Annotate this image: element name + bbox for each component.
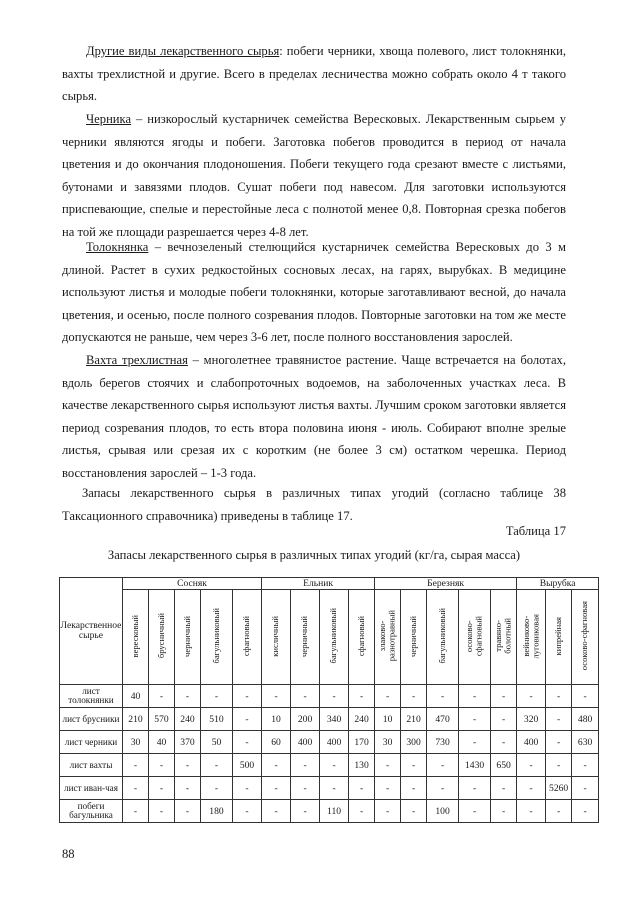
table-cell: -: [149, 685, 175, 708]
table-cell: -: [149, 754, 175, 777]
table-cell: 30: [375, 731, 401, 754]
column-header: злаково- разнотравный: [375, 590, 401, 685]
table-cell: -: [349, 800, 375, 823]
table-cell: -: [149, 800, 175, 823]
table-cell: -: [546, 754, 572, 777]
table-cell: -: [375, 777, 401, 800]
row-name: лист иван-чая: [60, 777, 123, 800]
table-cell: -: [201, 754, 233, 777]
paragraph-bearberry: [62, 236, 566, 349]
row-name: лист вахты: [60, 754, 123, 777]
table-cell: -: [175, 777, 201, 800]
table-cell: 240: [349, 708, 375, 731]
group-header: Вырубка: [517, 578, 599, 590]
table-cell: -: [233, 731, 262, 754]
row-name: побеги багульника: [60, 800, 123, 823]
table-cell: -: [491, 731, 517, 754]
table-cell: -: [375, 800, 401, 823]
table-cell: -: [427, 754, 459, 777]
table-cell: -: [175, 754, 201, 777]
table-cell: -: [149, 777, 175, 800]
table-cell: -: [201, 685, 233, 708]
column-header: черничный: [291, 590, 320, 685]
table-cell: -: [572, 685, 599, 708]
table-cell: 400: [517, 731, 546, 754]
table-cell: 300: [401, 731, 427, 754]
table-cell: -: [546, 800, 572, 823]
table-cell: -: [291, 685, 320, 708]
column-header: багульниковый: [427, 590, 459, 685]
table-cell: 340: [320, 708, 349, 731]
column-header: багульниковый: [320, 590, 349, 685]
paragraph-other-raw: [62, 40, 566, 108]
table-cell: -: [262, 800, 291, 823]
table-cell: -: [320, 754, 349, 777]
table-cell: 40: [149, 731, 175, 754]
table-cell: -: [459, 731, 491, 754]
table-cell: 40: [123, 685, 149, 708]
paragraph-other-raw-text: : побеги черники, хвоща полевого, лист толокнянки, вахты трехлистной и другие. Всего в пределах лесничества можно собрать около 4 т такого сырья.: [62, 44, 566, 104]
table-cell: 650: [491, 754, 517, 777]
table-cell: 130: [349, 754, 375, 777]
table-cell: -: [233, 708, 262, 731]
table-cell: -: [233, 800, 262, 823]
table-cell: -: [233, 777, 262, 800]
table-cell: 10: [375, 708, 401, 731]
column-header: сфагновый: [349, 590, 375, 685]
column-header: травяно- болотный: [491, 590, 517, 685]
table-cell: -: [517, 777, 546, 800]
table-cell: -: [491, 708, 517, 731]
table-cell: -: [123, 754, 149, 777]
table-cell: 500: [233, 754, 262, 777]
table-cell: -: [401, 777, 427, 800]
table-cell: 5260: [546, 777, 572, 800]
table-cell: -: [291, 777, 320, 800]
table-cell: -: [401, 754, 427, 777]
row-name: лист черники: [60, 731, 123, 754]
table-cell: 10: [262, 708, 291, 731]
table-cell: 170: [349, 731, 375, 754]
table-cell: 630: [572, 731, 599, 754]
paragraph-bilberry: [62, 108, 566, 244]
table-cell: -: [401, 685, 427, 708]
table-cell: -: [233, 685, 262, 708]
table-cell: -: [175, 800, 201, 823]
row-header-cell: [60, 578, 123, 685]
table-cell: -: [459, 800, 491, 823]
group-header: Березняк: [375, 578, 517, 590]
table-cell: -: [546, 731, 572, 754]
column-header: кисличный: [262, 590, 291, 685]
column-header: сфагновый: [233, 590, 262, 685]
table-cell: 570: [149, 708, 175, 731]
table-cell: -: [262, 777, 291, 800]
table-row: [60, 777, 599, 800]
row-name: лист толокнянки: [60, 685, 123, 708]
table-cell: -: [572, 800, 599, 823]
table-row: [60, 685, 599, 708]
table-cell: -: [459, 685, 491, 708]
table-cell: -: [349, 777, 375, 800]
table-cell: 730: [427, 731, 459, 754]
table-cell: -: [175, 685, 201, 708]
column-header: черничный: [401, 590, 427, 685]
page-number: 88: [62, 847, 75, 861]
table-cell: 400: [320, 731, 349, 754]
table-cell: -: [546, 685, 572, 708]
table-cell: 510: [201, 708, 233, 731]
table-cell: -: [427, 685, 459, 708]
table-cell: -: [123, 777, 149, 800]
table-cell: 110: [320, 800, 349, 823]
table-cell: 200: [291, 708, 320, 731]
table-cell: 100: [427, 800, 459, 823]
table-cell: -: [459, 708, 491, 731]
table-cell: 370: [175, 731, 201, 754]
table-row: [60, 754, 599, 777]
table-caption: Запасы лекарственного сырья в различных типах угодий (кг/га, сырая масса): [107, 548, 521, 562]
table-row: [60, 800, 599, 823]
table-number: Таблица 17: [505, 524, 566, 538]
paragraph-table-intro-text: Запасы лекарственного сырья в различных типах угодий (согласно таблице 38 Таксационного справочника) приведены в таблице 17.: [62, 486, 566, 523]
table-cell: 60: [262, 731, 291, 754]
table-cell: 210: [123, 708, 149, 731]
table-cell: -: [517, 800, 546, 823]
group-header: Сосняк: [123, 578, 262, 590]
table-cell: -: [201, 777, 233, 800]
paragraph-bearberry-text: – вечнозеленый стелющийся кустарничек семейства Вересковых до 3 м длиной. Растет в сухих редкостойных сосновых лесах, на гарях, вырубках. В медицине используют листья и молодые побеги толокнянки, которые заготавливают весной, до начала цветения, и осенью, после полного созревания плодов. Повторные заготовки на том же месте допускаются не раньше, чем через 3-6 лет, после полного восстановления зарослей.: [62, 240, 566, 345]
table-cell: 180: [201, 800, 233, 823]
table-cell: 470: [427, 708, 459, 731]
table-cell: -: [517, 754, 546, 777]
column-header: багульниковый: [201, 590, 233, 685]
table-cell: -: [517, 685, 546, 708]
table-cell: -: [262, 754, 291, 777]
table-cell: -: [320, 685, 349, 708]
table-cell: -: [572, 777, 599, 800]
table-cell: -: [459, 777, 491, 800]
table-cell: -: [491, 777, 517, 800]
table-cell: -: [546, 708, 572, 731]
table-cell: -: [291, 800, 320, 823]
table-cell: -: [262, 685, 291, 708]
table-cell: 30: [123, 731, 149, 754]
column-header: черничный: [175, 590, 201, 685]
table-cell: -: [375, 685, 401, 708]
table-cell: -: [401, 800, 427, 823]
paragraph-bogbean: [62, 349, 566, 485]
term-bogbean: Вахта трехлистная: [86, 353, 188, 367]
table-cell: -: [572, 754, 599, 777]
table-cell: 320: [517, 708, 546, 731]
term-bearberry: Толокнянка: [86, 240, 149, 254]
paragraph-bogbean-text: – многолетнее травянистое растение. Чаще встречается на болотах, вдоль берегов стоячих и слабопроточных водоемов, на заболоченных участках леса. В качестве лекарственного сырья используют листья вахты. Лучшим сроком заготовки является период созревания плодов, то есть втора половина июня - июль. Собирают вполне зрелые листья, срывая или срезая их с коротким (не более 3 см) остатком черешка. Период восстановления зарослей – 1-3 года.: [62, 353, 566, 480]
group-header: Ельник: [262, 578, 375, 590]
table-body: [60, 685, 599, 823]
table-cell: 50: [201, 731, 233, 754]
table-row: [60, 731, 599, 754]
term-other-raw: Другие виды лекарственного сырья: [86, 44, 280, 58]
column-header: осоково- сфагновый: [459, 590, 491, 685]
table-cell: 480: [572, 708, 599, 731]
paragraph-bilberry-text: – низкорослый кустарничек семейства Вересковых. Лекарственным сырьем у черники являются ягоды и побеги. Заготовка побегов проводится в период от начала цветения и до окончания плодоношения. Побеги текущего года срезают вместе с листьями, бутонами и завязями плодов. Сушат побеги под навесом. Для заготовки используются приспевающие, спелые и перестойные леса с полнотой менее 0,8. Повторная срезка побегов на той же площади разрешается через 4-8 лет.: [62, 112, 566, 239]
raw-materials-table: [59, 577, 599, 823]
table-cell: -: [320, 777, 349, 800]
table-cell: 1430: [459, 754, 491, 777]
term-bilberry: Черника: [86, 112, 132, 126]
table-cell: -: [123, 800, 149, 823]
table-cell: -: [491, 800, 517, 823]
table-cell: -: [491, 685, 517, 708]
table-cell: -: [349, 685, 375, 708]
table-cell: 210: [401, 708, 427, 731]
table-cell: 240: [175, 708, 201, 731]
table-cell: -: [375, 754, 401, 777]
paragraph-table-intro: [62, 482, 566, 527]
table-row: [60, 708, 599, 731]
column-header: кипрейная: [546, 590, 572, 685]
table-cell: 400: [291, 731, 320, 754]
table-cell: -: [427, 777, 459, 800]
column-header: брусничный: [149, 590, 175, 685]
column-header: вересковый: [123, 590, 149, 685]
table-cell: -: [291, 754, 320, 777]
row-header: Лекарственное сырье: [60, 620, 122, 641]
row-name: лист брусники: [60, 708, 123, 731]
column-header: вейниково- луговиковая: [517, 590, 546, 685]
column-header: осоково-сфагновая: [572, 590, 599, 685]
